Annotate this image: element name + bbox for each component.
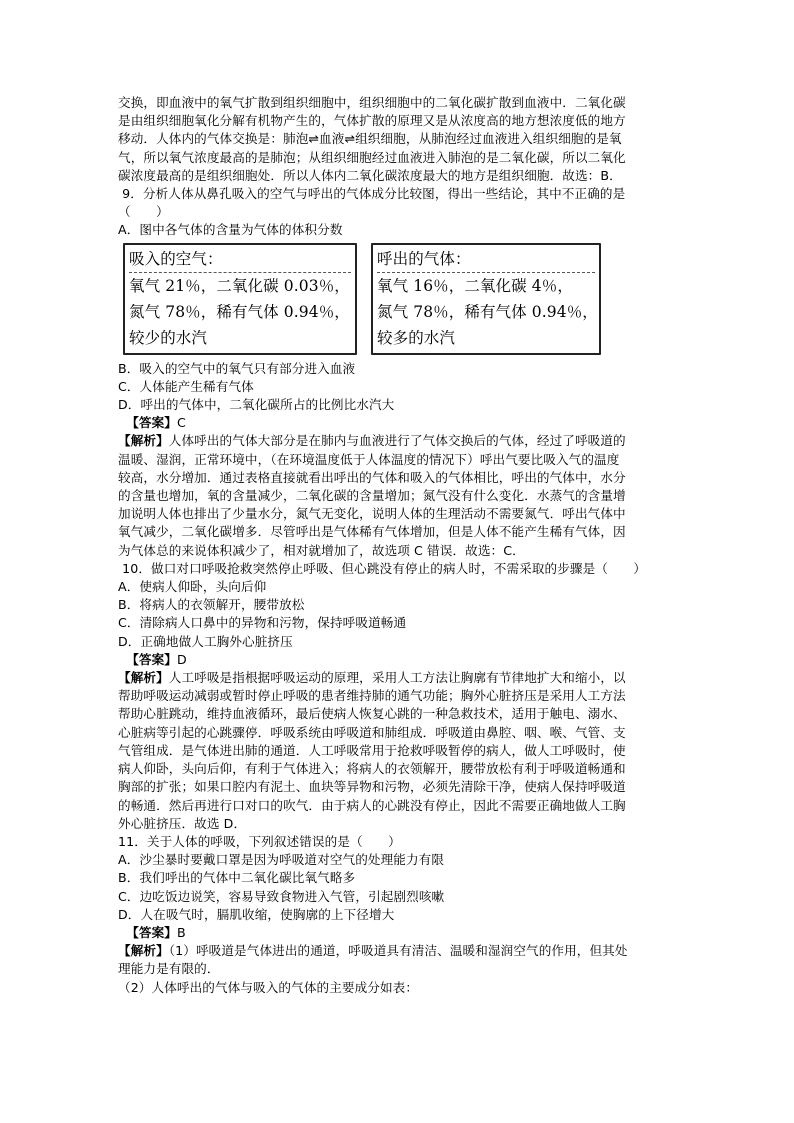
box-title: 吸入的空气： [129,246,351,273]
analysis-tag: 【解析】 [118,943,169,959]
text-line: 【解析】人工呼吸是指根据呼吸运动的原理，采用人工方法让胸廓有节律地扩大和缩小，以 [118,670,626,686]
question-stem: 9．分析人体从鼻孔吸入的空气与呼出的气体成分比较图，得出一些结论，其中不正确的是 [122,186,626,202]
question-stem: 10．做口对口呼吸抢救突然停止呼吸、但心跳没有停止的病人时，不需采取的步骤是（ ） [122,560,647,576]
question-11 [118,833,678,997]
text-line: 气，所以氧气浓度最高的是肺泡；从组织细胞经过血液进入肺泡的是二氧化碳，所以二氧化 [118,149,626,165]
text-line: 气管组成．是气体进出肺的通道．人工呼吸常用于抢救呼吸暂停的病人，做人工呼吸时，使 [118,742,626,758]
option-a: A．图中各气体的含量为气体的体积分数 [118,222,343,238]
text-line: 病人仰卧，头向后仰，有利于气体进入；将病人的衣领解开，腰带放松有利于呼吸道畅通和 [118,761,626,777]
text-line: 帮助呼吸运动减弱或暂时停止呼吸的患者维持肺的通气功能；胸外心脏挤压是采用人工方法 [118,688,626,704]
option-c: C．人体能产生稀有气体 [118,378,254,394]
answer-tag: 【答案】 [126,651,177,667]
option-c: C．边吃饭边说笑，容易导致食物进入气管，引起剧烈咳嗽 [118,888,445,904]
text-line: 是由组织细胞氧化分解有机物产生的，气体扩散的原理又是从浓度高的地方想浓度低的地方 [118,113,626,129]
box-line: 较多的水汽 [377,328,456,347]
question-10 [118,560,678,833]
question-stem: 11．关于人体的呼吸，下列叙述错误的是（ ） [118,833,401,849]
box-line: 氮气 78％，稀有气体 0.94％， [377,302,598,321]
text-line: 加说明人体也排出了少量水分，氮气无变化，说明人体的生理活动不需要氮气．呼出气体中 [118,506,626,522]
text-line: 【解析】人体呼出的气体大部分是在肺内与血液进行了气体交换后的气体，经过了呼吸道的 [118,433,626,449]
question-9 [118,185,678,560]
text-line: 氧气减少，二氧化碳增多．尽管呼出是气体稀有气体增加，但是人体不能产生稀有气体，因 [118,524,626,540]
option-c: C．清除病人口鼻中的异物和污物，保持呼吸道畅通 [118,615,407,631]
box-line: 氧气 21％，二氧化碳 0.03％， [129,276,350,295]
answer-line [118,414,678,432]
answer-value: C [177,415,186,431]
answer-blank: （ ） [118,204,169,220]
analysis-tag: 【解析】 [118,670,169,686]
answer-value: B [177,924,186,940]
answer-line [118,924,678,942]
text-line: 较高，水分增加．通过表格直接就看出呼出的气体和吸入的气体相比，呼出的气体中，水分 [118,469,626,485]
text-line: 的畅通．然后再进行口对口的吹气．由于病人的心跳没有停止，因此不需要正确地做人工胸 [118,797,626,813]
answer-value: D [177,651,187,667]
text-line: 胸部的扩张；如果口腔内有泥土、血块等异物和污物，必须先清除干净，使病人保持呼吸道 [118,779,626,795]
option-d: D．呼出的气体中，二氧化碳所占的比例比水汽大 [118,397,395,413]
box-line: 较少的水汽 [129,328,208,347]
analysis [118,432,678,559]
inhaled-air-box [123,243,357,355]
text-line: 交换，即血液中的氧气扩散到组织细胞中，组织细胞中的二氧化碳扩散到血液中．二氧化碳 [118,95,626,110]
text-line: 【解析】（1）呼吸道是气体进出的通道，呼吸道具有清洁、温暖和湿润空气的作用，但其处 [118,943,628,959]
text-line: （2）人体呼出的气体与吸入的气体的主要成分如表： [118,979,419,995]
answer-tag: 【答案】 [126,415,177,431]
text-line: 外心脏挤压．故选 D． [118,815,247,831]
option-a: A．使病人仰卧，头向后仰 [118,579,267,595]
box-line: 氮气 78％，稀有气体 0.94％， [129,302,350,321]
answer-tag: 【答案】 [126,924,177,940]
text-line: 心脏病等引起的心跳骤停．呼吸系统由呼吸道和肺组成．呼吸道由鼻腔、咽、喉、气管、支 [118,724,626,740]
option-b: B．吸入的空气中的氧气只有部分进入血液 [118,360,356,376]
text-line: 帮助心脏跳动，维持血液循环，最后使病人恢复心跳的一种急救技术，适用于触电、溺水、 [118,706,626,722]
intro-paragraph [118,94,678,185]
option-b: B．将病人的衣领解开，腰带放松 [118,597,305,613]
option-a: A．沙尘暴时要戴口罩是因为呼吸道对空气的处理能力有限 [118,852,445,868]
analysis-tag: 【解析】 [118,433,169,449]
exhaled-air-box [371,243,601,355]
gas-comparison-figure [123,243,678,355]
option-b: B．我们呼出的气体中二氧化碳比氧气略多 [118,870,356,886]
option-d: D．人在吸气时，膈肌收缩，使胸廓的上下径增大 [118,906,395,922]
document-page [118,94,678,997]
answer-line [118,651,678,669]
analysis [118,669,678,833]
text-line: 的含量也增加，氧的含量减少，二氧化碳的含量增加；氮气没有什么变化．水蒸气的含量增 [118,488,626,504]
box-title: 呼出的气体： [377,246,595,273]
text-line: 理能力是有限的． [118,961,220,977]
option-d: D．正确地做人工胸外心脏挤压 [118,633,293,649]
text-line: 移动．人体内的气体交换是：肺泡⇌血液⇌组织细胞，从肺泡经过血液进入组织细胞的是氧 [118,131,622,147]
box-line: 氧气 16％，二氧化碳 4％， [377,276,573,295]
analysis [118,942,678,997]
text-line: 为气体总的来说体积减少了，相对就增加了，故选项 C 错误．故选：C． [118,542,525,558]
text-line: 温暖、湿润，正常环境中，（在环境温度低于人体温度的情况下）呼出气要比吸入气的温度 [118,451,620,467]
text-line: 碳浓度最高的是组织细胞处．所以人体内二氧化碳浓度最大的地方是组织细胞．故选：B． [118,167,622,183]
